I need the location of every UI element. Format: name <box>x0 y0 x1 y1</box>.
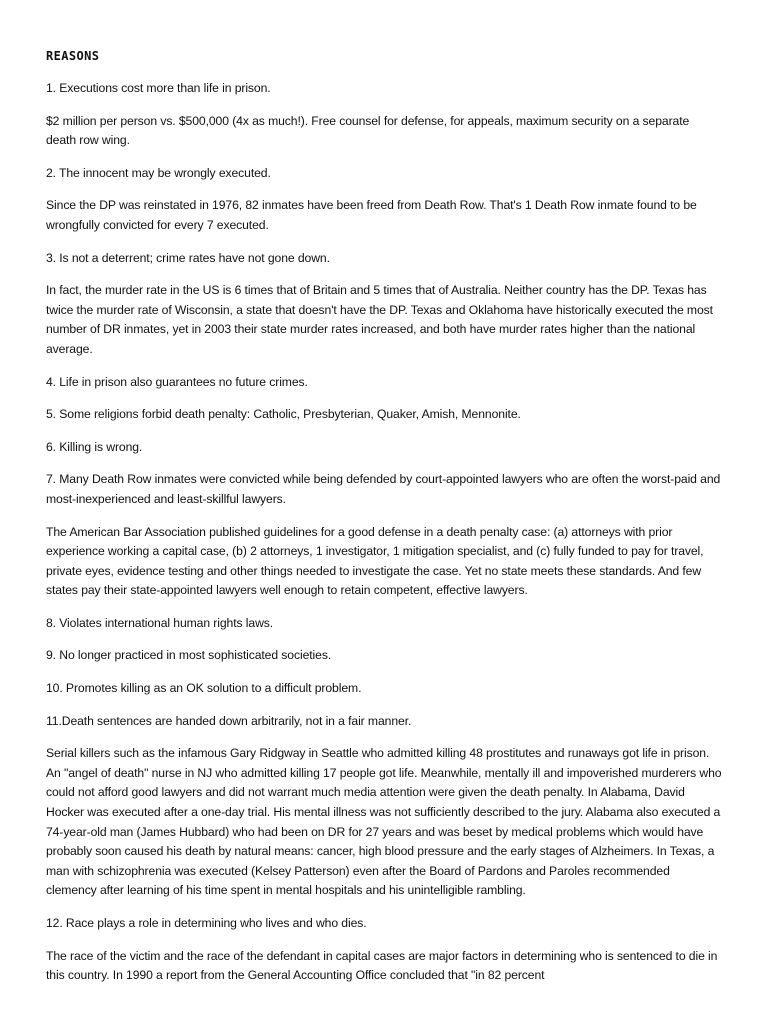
document-page <box>46 47 722 999</box>
paragraph-cost-detail: $2 million per person vs. $500,000 (4x as much!). Free counsel for defense, for appeals, maximum security on a separate death row wing. <box>46 113 690 148</box>
paragraph-reason-2: 2. The innocent may be wrongly executed. <box>46 165 271 180</box>
paragraph-reason-10: 10. Promotes killing as an OK solution to a difficult problem. <box>46 681 362 696</box>
paragraph-reason-6: 6. Killing is wrong. <box>46 439 143 454</box>
paragraph-reason-11: 11.Death sentences are handed down arbitrarily, not in a fair manner. <box>46 713 412 728</box>
paragraph-aba-detail: The American Bar Association published guidelines for a good defense in a death penalty case: (a) attorneys with prior experience working a capital case, (b) 2 attorneys, 1 investigator, 1 mitigation specialist, and (c) fully funded to pay for travel, private eyes, evidence testing and other things needed to investigate the case. Yet no state meets these standards. And few states pay their state-appointed lawyers well enough to retain competent, effective lawyers. <box>46 524 704 598</box>
paragraph-deterrent-detail: In fact, the murder rate in the US is 6 times that of Britain and 5 times that of Australia. Neither country has the DP. Texas has twice the murder rate of Wisconsin, a state that doesn't have the DP. Texas and Oklahoma have historically executed the most number of DR inmates, yet in 2003 their state murder rates increased, and both have murder rates higher than the national average. <box>46 283 713 356</box>
paragraph-reason-8: 8. Violates international human rights laws. <box>46 615 274 630</box>
paragraph-innocence-detail: Since the DP was reinstated in 1976, 82 inmates have been freed from Death Row. That's 1 Death Row inmate found to be wrongfully convicted for every 7 executed. <box>46 198 697 232</box>
paragraph-reason-4: 4. Life in prison also guarantees no future crimes. <box>46 374 308 389</box>
paragraph-reason-5: 5. Some religions forbid death penalty: Catholic, Presbyterian, Quaker, Amish, Mennonite. <box>46 407 521 422</box>
paragraph-arbitrary-detail: Serial killers such as the infamous Gary Ridgway in Seattle who admitted killing 48 prostitutes and runaways got life in prison. An "angel of death" nurse in NJ who admitted killing 17 people got life. Meanwhile, mentally ill and impoverished murderers who could not afford good lawyers and did not warrant much media attention were given the death penalty. In Alabama, David Hocker was executed after a one-day trial. His mental illness was not sufficiently described to the jury. Alabama also executed a 74-year-old man (James Hubbard) who had been on DR for 27 years and was beset by medical problems which would have probably soon caused his death by natural means: cancer, high blood pressure and the early stages of Alzheimers. In Texas, a man with schizophrenia was executed (Kelsey Patterson) even after the Board of Pardons and Paroles recommended clemency after learning of his time spent in mental hospitals and his unintelligible rambling. <box>46 746 722 898</box>
paragraph-race-detail: The race of the victim and the race of the defendant in capital cases are major factors in determining who is sentenced to die in this country. In 1990 a report from the General Accounting Office concluded that "in 82 percent <box>46 948 718 983</box>
paragraph-reason-9: 9. No longer practiced in most sophisticated societies. <box>46 648 332 663</box>
paragraph-reason-3: 3. Is not a deterrent; crime rates have not gone down. <box>46 250 330 265</box>
paragraph-reason-12: 12. Race plays a role in determining who lives and who dies. <box>46 916 367 930</box>
document-heading: REASONS <box>46 49 100 63</box>
paragraph-reason-1: 1. Executions cost more than life in prison. <box>46 81 271 95</box>
paragraph-reason-7: 7. Many Death Row inmates were convicted while being defended by court-appointed lawyers who are often the worst-paid and most-inexperienced and least-skillful lawyers. <box>46 472 721 506</box>
